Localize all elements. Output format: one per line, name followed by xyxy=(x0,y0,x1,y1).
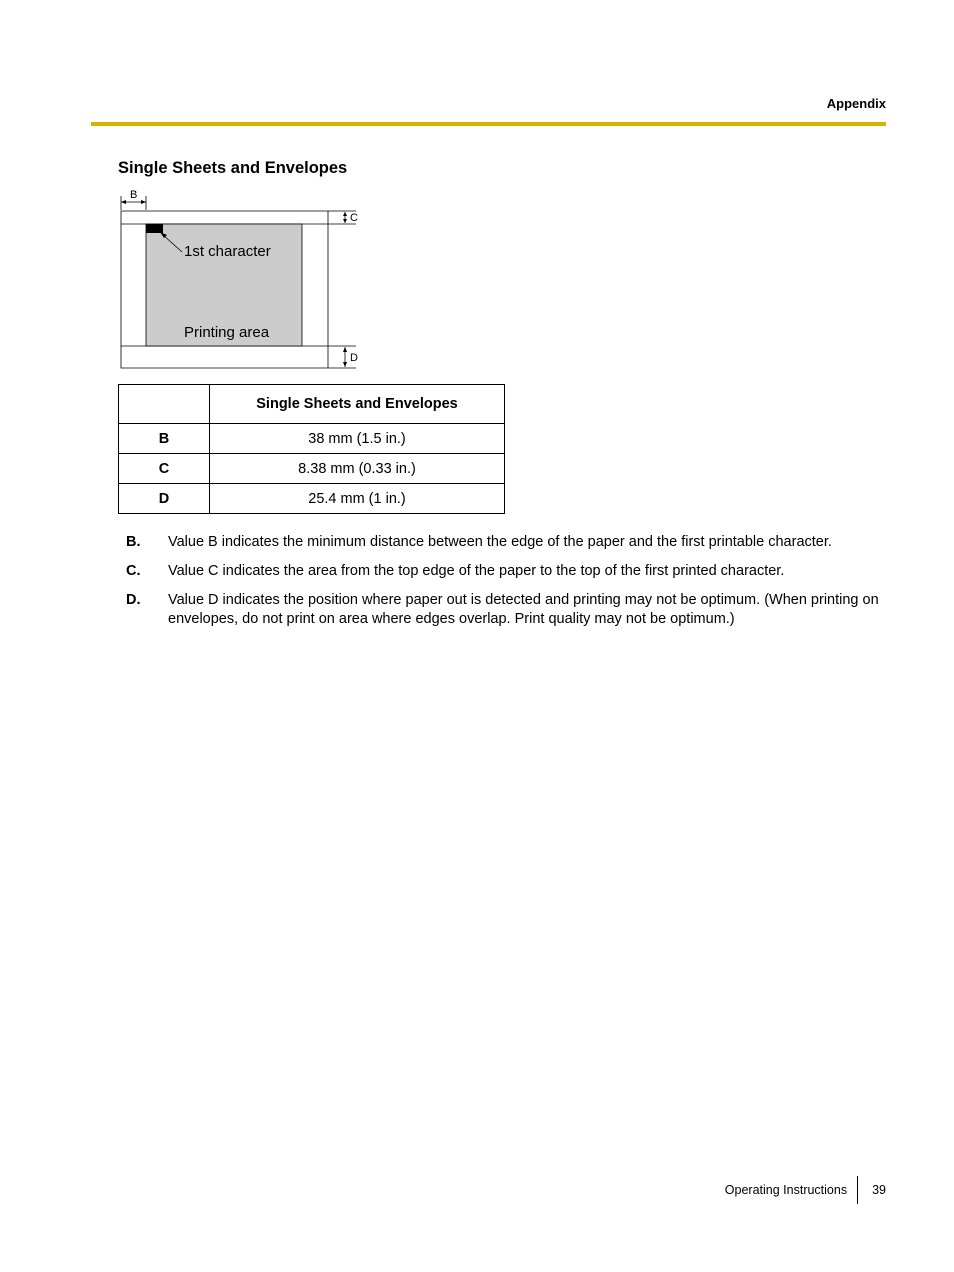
header-rule xyxy=(91,122,886,126)
table-row xyxy=(119,484,505,514)
d-arrow-bottom xyxy=(343,362,347,367)
dimension-label-d: D xyxy=(350,352,358,364)
c-arrow-bottom xyxy=(343,219,347,223)
footer-separator xyxy=(857,1176,858,1204)
printing-area-label: Printing area xyxy=(184,324,270,341)
note-letter: B. xyxy=(126,534,141,550)
note-item-c xyxy=(126,562,886,581)
printing-area-diagram xyxy=(110,186,370,376)
page-footer xyxy=(725,1176,886,1204)
table-row-value: 8.38 mm (0.33 in.) xyxy=(210,454,505,484)
b-arrow-left xyxy=(121,200,126,204)
note-text: Value B indicates the minimum distance between the edge of the paper and the first printable character. xyxy=(168,534,832,550)
table-header-empty xyxy=(119,385,210,424)
table-row-label: D xyxy=(119,484,210,514)
note-item-b xyxy=(126,533,886,552)
note-letter: D. xyxy=(126,592,141,608)
note-letter: C. xyxy=(126,563,141,579)
note-text: Value D indicates the position where paper out is detected and printing may not be optimum. (When printing on envelopes, do not print on area where edges overlap. Print quality may not be optimum.) xyxy=(168,592,879,627)
table-row-label: C xyxy=(119,454,210,484)
d-arrow-top xyxy=(343,347,347,352)
b-arrow-right xyxy=(141,200,146,204)
note-text: Value C indicates the area from the top edge of the paper to the top of the first printed character. xyxy=(168,563,785,579)
footer-page-number: 39 xyxy=(872,1183,886,1197)
header-section-label: Appendix xyxy=(826,96,886,111)
margin-spec-table xyxy=(118,384,505,514)
c-arrow-top xyxy=(343,212,347,216)
table-row-label: B xyxy=(119,424,210,454)
table-row-value: 25.4 mm (1 in.) xyxy=(210,484,505,514)
footer-doc-title: Operating Instructions xyxy=(724,1183,848,1197)
dimension-label-c: C xyxy=(350,212,358,224)
first-character-label: 1st character xyxy=(184,243,271,260)
table-header-label: Single Sheets and Envelopes xyxy=(210,385,505,424)
table-row xyxy=(119,424,505,454)
table-row-value: 38 mm (1.5 in.) xyxy=(210,424,505,454)
note-item-d xyxy=(126,591,886,629)
notes-list xyxy=(126,533,886,639)
table-header-row xyxy=(119,385,505,424)
section-title: Single Sheets and Envelopes xyxy=(118,159,348,177)
dimension-label-b: B xyxy=(130,189,138,201)
table-row xyxy=(119,454,505,484)
first-character-mark xyxy=(146,224,163,233)
